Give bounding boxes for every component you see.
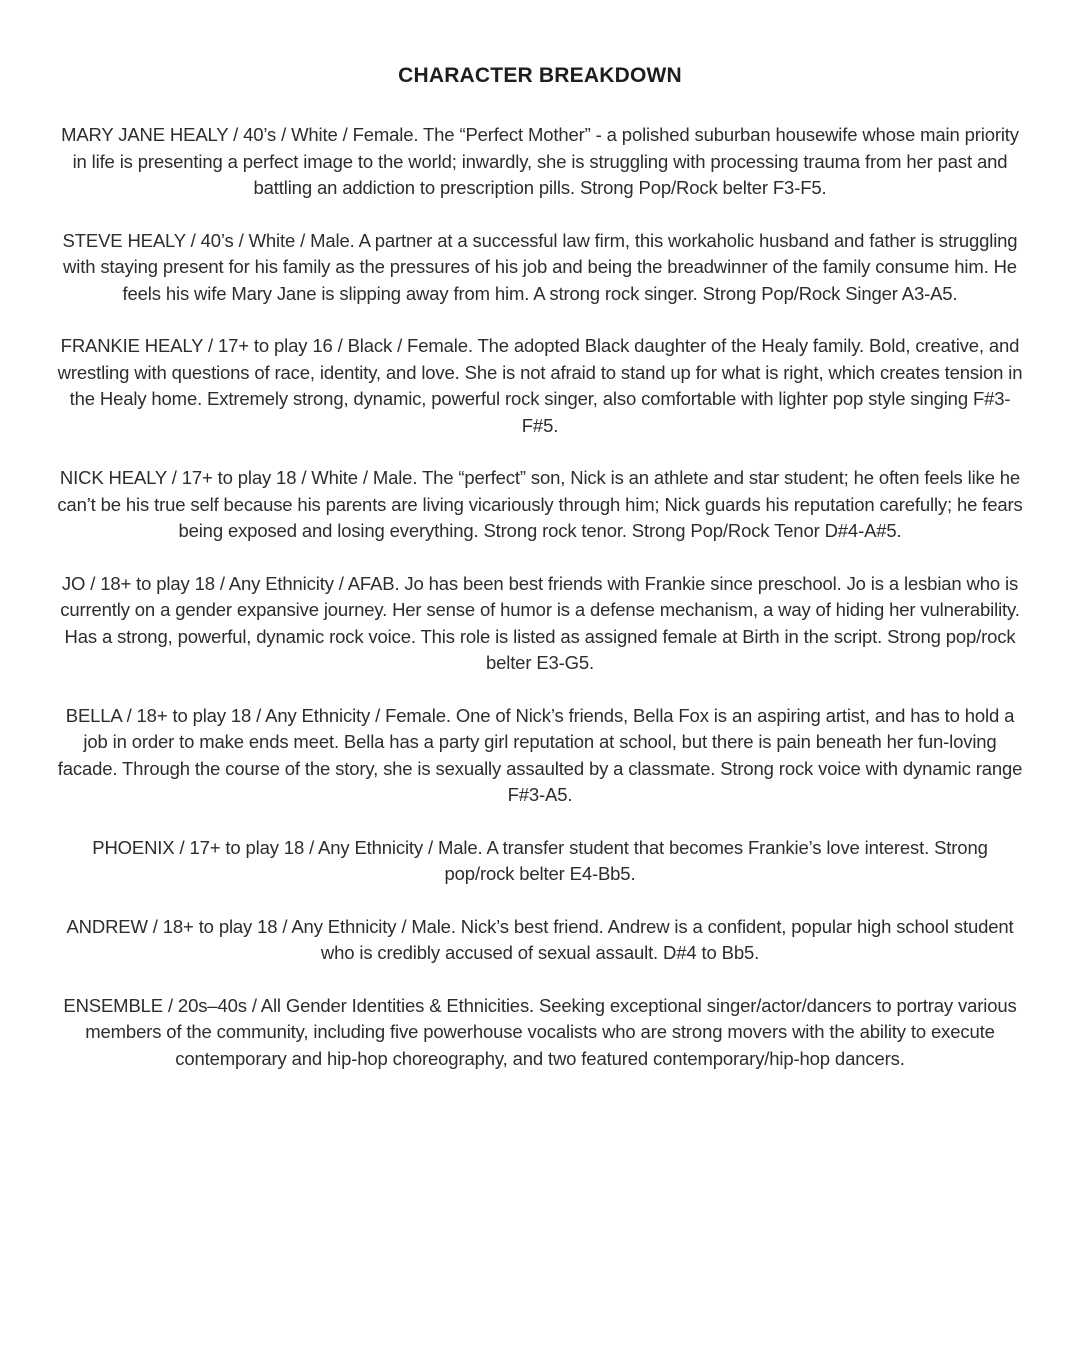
character-paragraph-ensemble: ENSEMBLE / 20s–40s / All Gender Identities & Ethnicities. Seeking exceptional singer/actor/dancers to portray various members of the community, including five powerhouse vocalists who are strong movers with the ability to execute contemporary and hip-hop choreography, and two featured contemporary/hip-hop dancers. (63, 994, 1017, 1069)
page-title: CHARACTER BREAKDOWN (398, 64, 682, 87)
character-paragraph-bella: BELLA / 18+ to play 18 / Any Ethnicity / Female. One of Nick’s friends, Bella Fox is an aspiring artist, and has to hold a job in order to make ends meet. Bella has a party girl reputation at school, but there is pain beneath her fun-loving facade. Through the course of the story, she is sexually assaulted by a classmate. Strong rock voice with dynamic range F#3-A5. (57, 704, 1023, 805)
character-paragraph-mary-jane: MARY JANE HEALY / 40’s / White / Female. The “Perfect Mother” - a polished suburban housewife whose main priority in life is presenting a perfect image to the world; inwardly, she is struggling with processing trauma from her past and battling an addiction to prescription pills. Strong Pop/Rock belter F3-F5. (61, 124, 1019, 198)
character-paragraph-jo: JO / 18+ to play 18 / Any Ethnicity / AFAB. Jo has been best friends with Frankie since preschool. Jo is a lesbian who is currently on a gender expansive journey. Her sense of humor is a defense mechanism, a way of hiding her vulnerability. Has a strong, powerful, dynamic rock voice. This role is listed as assigned female at Birth in the script. Strong pop/rock belter E3-G5. (60, 572, 1020, 673)
character-paragraph-frankie: FRANKIE HEALY / 17+ to play 16 / Black / Female. The adopted Black daughter of the Healy family. Bold, creative, and wrestling with questions of race, identity, and love. She is not afraid to stand up for what is right, which creates tension in the Healy home. Extremely strong, dynamic, powerful rock singer, also comfortable with lighter pop style singing F#3-F#5. (57, 335, 1023, 436)
character-paragraph-andrew: ANDREW / 18+ to play 18 / Any Ethnicity / Male. Nick’s best friend. Andrew is a confident, popular high school student who is credibly accused of sexual assault. D#4 to Bb5. (66, 915, 1014, 963)
character-paragraph-nick: NICK HEALY / 17+ to play 18 / White / Male. The “perfect” son, Nick is an athlete and star student; he often feels like he can’t be his true self because his parents are living vicariously through him; Nick guards his reputation carefully; he fears being exposed and losing everything. Strong rock tenor. Strong Pop/Rock Tenor D#4-A#5. (57, 467, 1023, 541)
character-paragraph-steve: STEVE HEALY / 40’s / White / Male. A partner at a successful law firm, this workaholic husband and father is struggling with staying present for his family as the pressures of his job and being the breadwinner of the family consume him. He feels his wife Mary Jane is slipping away from him. A strong rock singer. Strong Pop/Rock Singer A3-A5. (62, 229, 1018, 304)
character-paragraph-phoenix: PHOENIX / 17+ to play 18 / Any Ethnicity / Male. A transfer student that becomes Frankie’s love interest. Strong pop/rock belter E4-Bb5. (92, 836, 988, 884)
